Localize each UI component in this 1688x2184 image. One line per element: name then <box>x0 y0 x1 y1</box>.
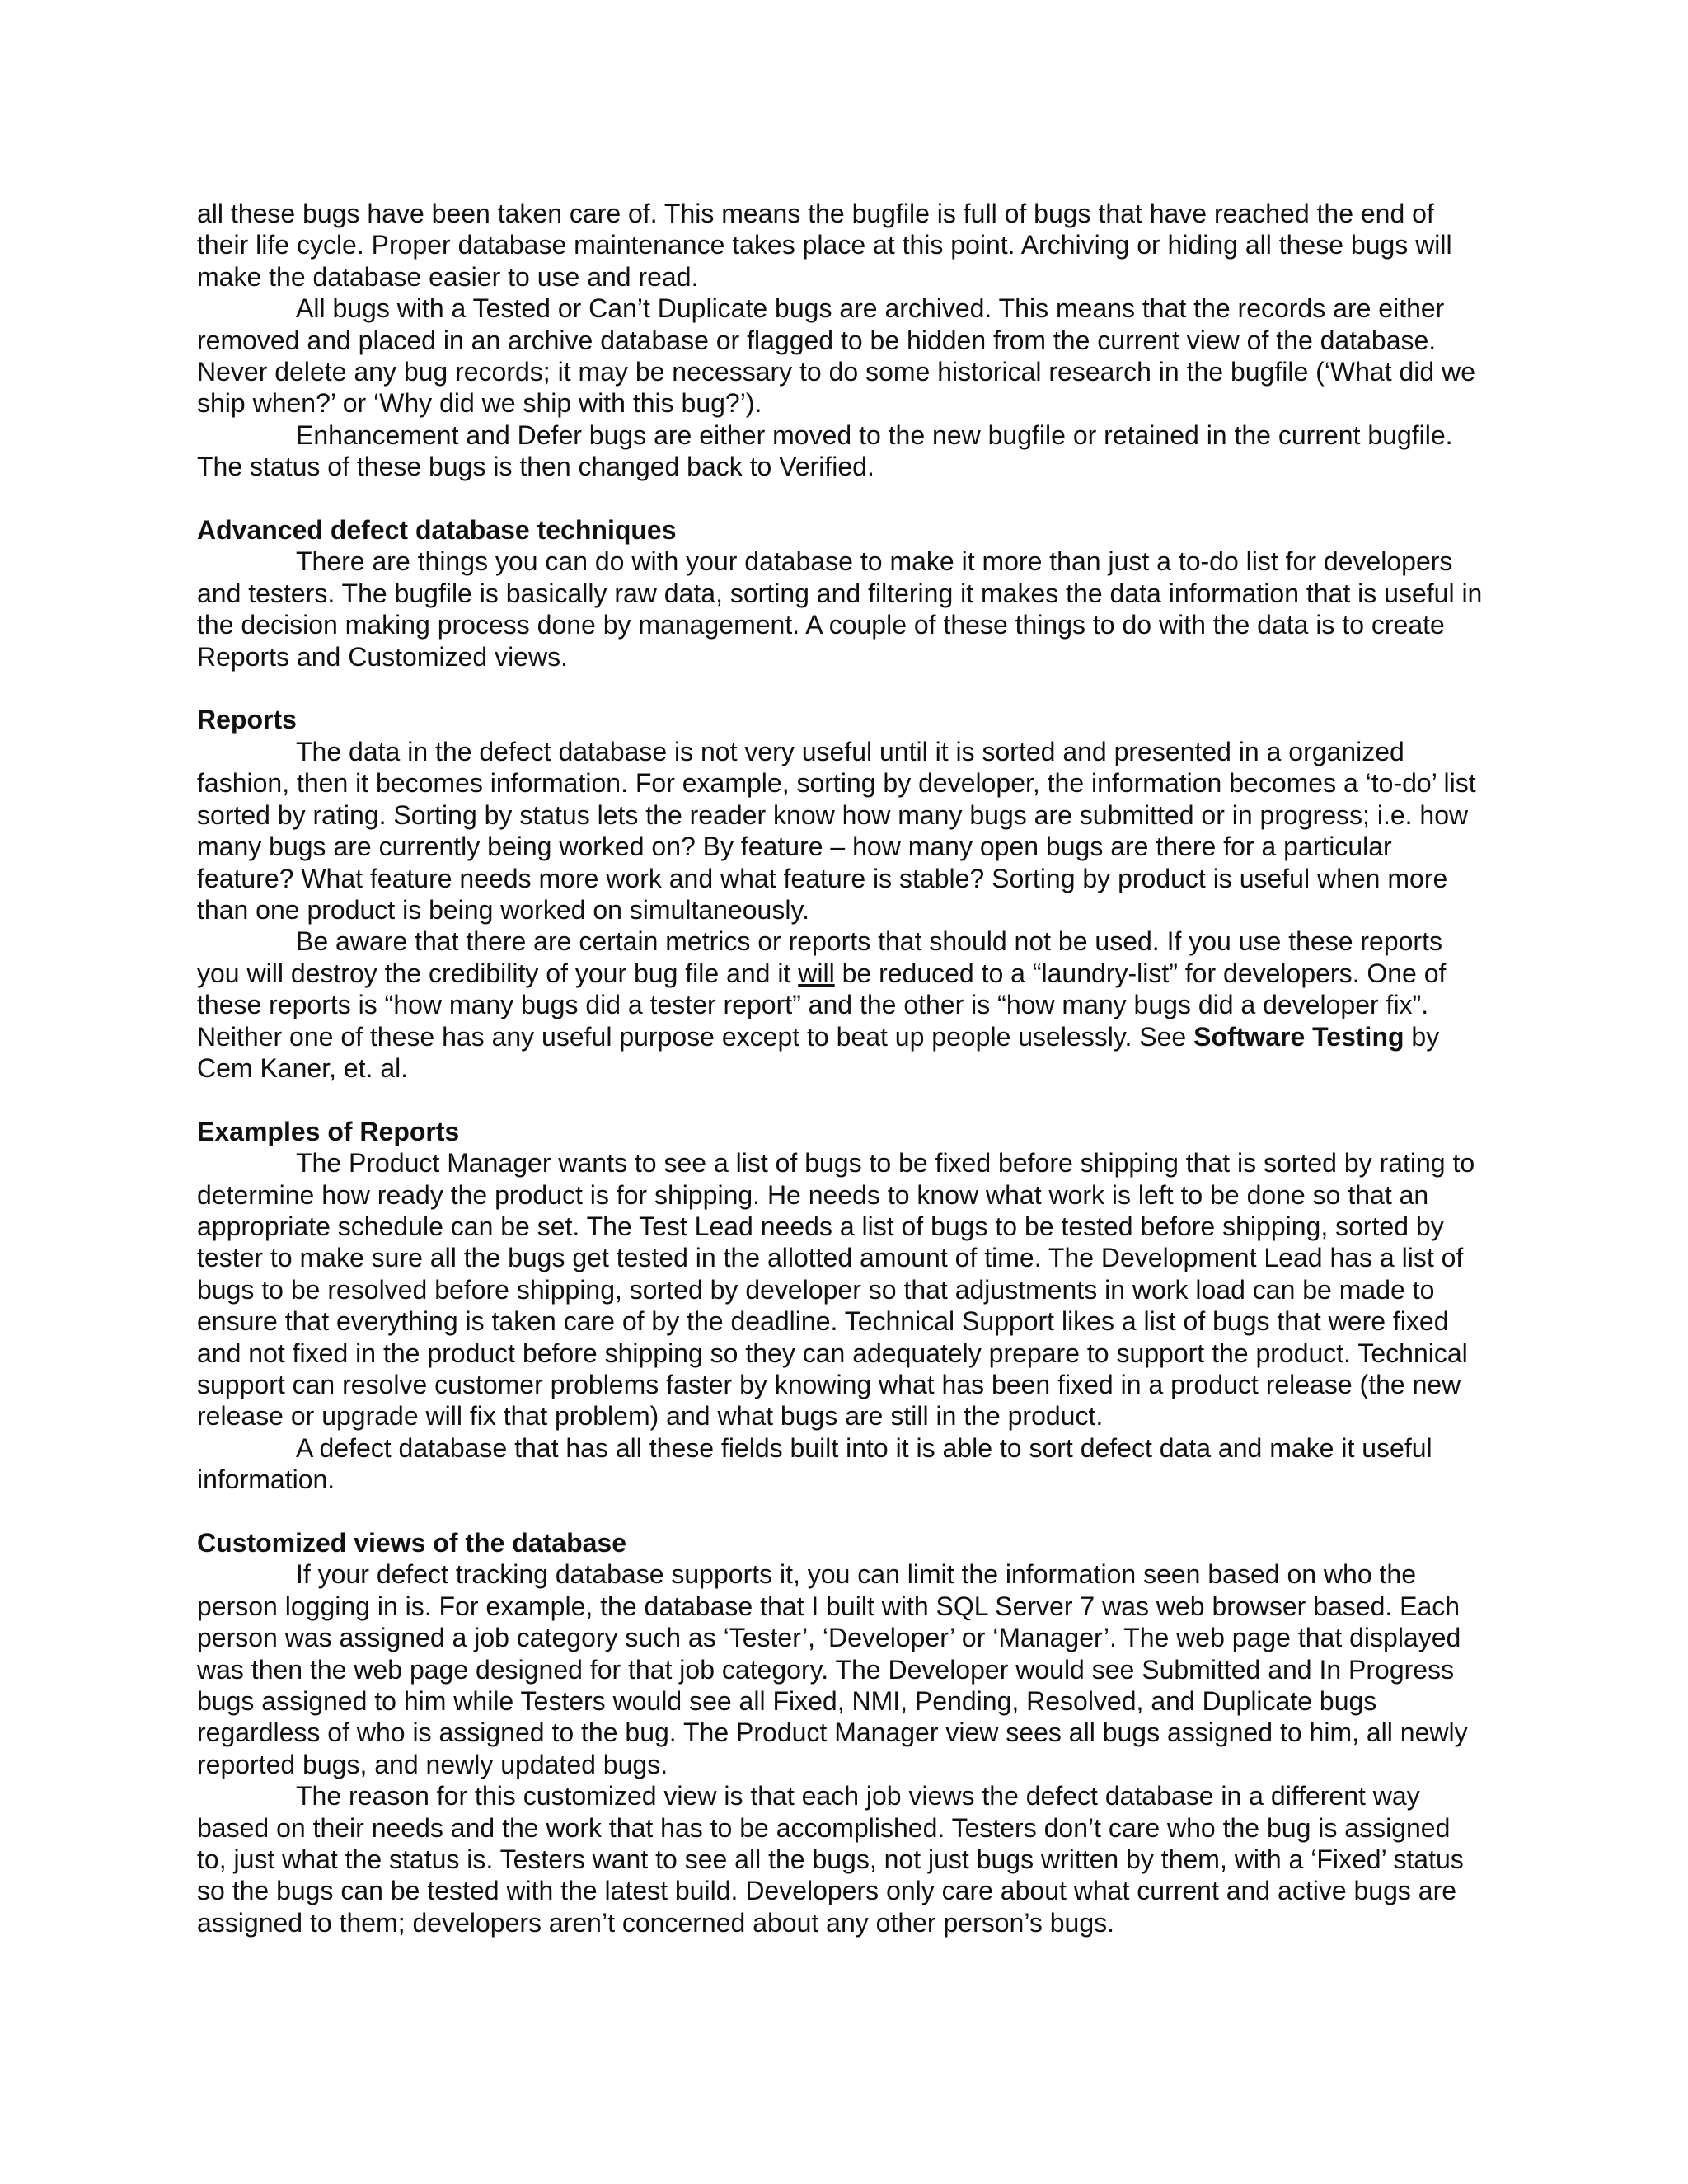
paragraph-reports-2 <box>197 926 1483 1084</box>
reports-2-underlined-will: will <box>798 958 835 988</box>
reports-2-text-a: Be aware that there are certain metrics or reports that should not be used. If you use these reports you will destroy the credibility of your bug file and it <box>197 926 1442 988</box>
reports-2-text-b: be reduced to a “laundry-list” for developers. One of these reports is “how many bugs did a tester report” and the other is “how many bugs did a developer fix”. Neither one of these has any useful purpose except to beat up people uselessly. See <box>197 958 1447 1052</box>
paragraph-examples-1: The Product Manager wants to see a list of bugs to be fixed before shipping that is sorted by rating to determine how ready the product is for shipping. He needs to know what work is left to be done so that an appropriate schedule can be set. The Test Lead needs a list of bugs to be tested before shipping, sorted by tester to make sure all the bugs get tested in the allotted amount of time. The Development Lead has a list of bugs to be resolved before shipping, sorted by developer so that adjustments in work load can be made to ensure that everything is taken care of by the deadline. Technical Support likes a list of bugs that were fixed and not fixed in the product before shipping so they can adequately prepare to support the product. Technical support can resolve customer problems faster by knowing what has been fixed in a product release (the new release or upgrade will fix that problem) and what bugs are still in the product. <box>197 1148 1475 1432</box>
paragraph-intro-2: All bugs with a Tested or Can’t Duplicate bugs are archived. This means that the records are either removed and placed in an archive database or flagged to be hidden from the current view of the database. Never delete any bug records; it may be necessary to do some historical research in the bugfile (‘What did we ship when?’ or ‘Why did we ship with this bug?’). <box>197 293 1475 419</box>
paragraph-intro-1: all these bugs have been taken care of. This means the bugfile is full of bugs that have reached the end of their life cycle. Proper database maintenance takes place at this point. Archiving or hiding all these bugs will make the database easier to use and read. <box>197 199 1452 292</box>
paragraph-reports-1: The data in the defect database is not very useful until it is sorted and presented in a organized fashion, then it becomes information. For example, sorting by developer, the information becomes a ‘to-do’ list sorted by rating. Sorting by status lets the reader know how many bugs are submitted or in progress; i.e. how many bugs are currently being worked on? By feature – how many open bugs are there for a particular feature? What feature needs more work and what feature is stable? Sorting by product is useful when more than one product is being worked on simultaneously. <box>197 736 1476 925</box>
reports-2-text-c: by Cem Kaner, et. al. <box>197 1021 1440 1083</box>
heading-advanced-techniques: Advanced defect database techniques <box>197 515 677 546</box>
document-body <box>197 198 1483 1938</box>
heading-reports: Reports <box>197 705 297 735</box>
heading-customized-views: Customized views of the database <box>197 1528 627 1558</box>
heading-examples-of-reports: Examples of Reports <box>197 1116 460 1146</box>
paragraph-customized-2: The reason for this customized view is that each job views the defect database in a different way based on their needs and the work that has to be accomplished. Testers don’t care who the bug is assigned to, just what the status is. Testers want to see all the bugs, not just bugs written by them, with a ‘Fixed’ status so the bugs can be tested with the latest build. Developers only care about what current and active bugs are assigned to them; developers aren’t concerned about any other person’s bugs. <box>197 1781 1464 1938</box>
paragraph-customized-1: If your defect tracking database supports it, you can limit the information seen based on who the person logging in is. For example, the database that I built with SQL Server 7 was web browser based. Each person was assigned a job category such as ‘Tester’, ‘Developer’ or ‘Manager’. The web page that displayed was then the web page designed for that job category. The Developer would see Submitted and In Progress bugs assigned to him while Testers would see all Fixed, NMI, Pending, Resolved, and Duplicate bugs regardless of who is assigned to the bug. The Product Manager view sees all bugs assigned to him, all newly reported bugs, and newly updated bugs. <box>197 1559 1468 1779</box>
paragraph-advanced-1: There are things you can do with your database to make it more than just a to-do list for developers and testers. The bugfile is basically raw data, sorting and filtering it makes the data information that is useful in the decision making process done by management. A couple of these things to do with the data is to create Reports and Customized views. <box>197 546 1483 672</box>
reports-2-book-title: Software Testing <box>1193 1021 1404 1052</box>
paragraph-examples-2: A defect database that has all these fields built into it is able to sort defect data and make it useful information. <box>197 1432 1432 1495</box>
paragraph-intro-3: Enhancement and Defer bugs are either moved to the new bugfile or retained in the current bugfile. The status of these bugs is then changed back to Verified. <box>197 419 1453 482</box>
